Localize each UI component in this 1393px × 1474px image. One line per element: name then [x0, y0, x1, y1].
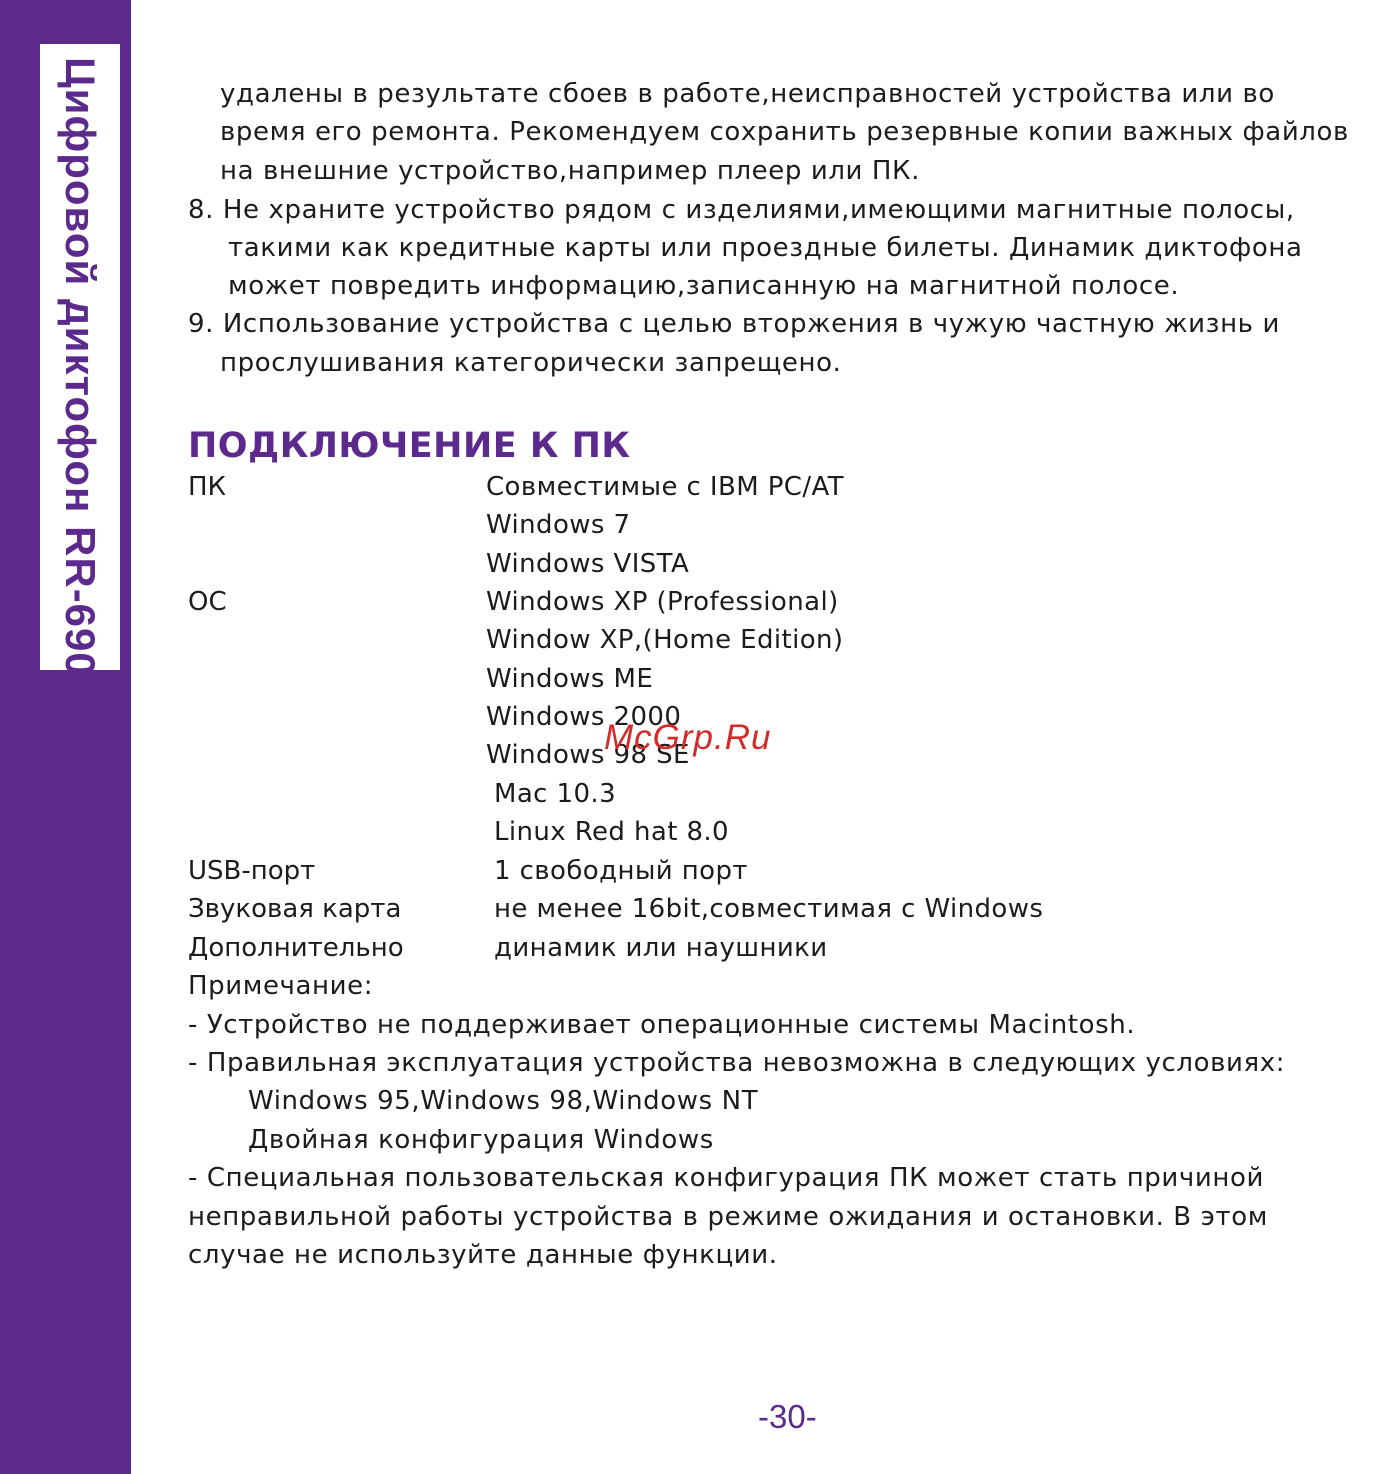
side-title: Цифровой диктофон RR-690 [57, 57, 104, 677]
note-line: Windows 95,Windows 98,Windows NT [248, 1086, 759, 1116]
os-value: Windows 2000 [486, 702, 682, 732]
intro-line: на внешние устройство,например плеер или ПК. [220, 156, 920, 186]
watermark: McGrp.Ru [604, 718, 772, 757]
list-item-9: 9. Использование устройства с целью вторжения в чужую частную жизнь и [188, 309, 1280, 339]
spec-label-pc: ПК [188, 472, 227, 502]
spec-value-extra: динамик или наушники [494, 933, 828, 963]
os-value: Mac 10.3 [494, 779, 617, 809]
os-value: Windows 98 SE [486, 740, 690, 770]
list-item-8: 8. Не храните устройство рядом с изделиями,имеющими магнитные полосы, [188, 195, 1295, 225]
side-bar [0, 0, 131, 1474]
os-value: Windows XP (Professional) [486, 587, 839, 617]
spec-label-sound: Звуковая карта [188, 894, 402, 924]
os-value: Linux Red hat 8.0 [494, 817, 729, 847]
os-value: Windows VISTA [486, 549, 690, 579]
spec-label-usb: USB-порт [188, 856, 316, 886]
list-item-8-line: такими как кредитные карты или проездные билеты. Динамик диктофона [228, 233, 1303, 263]
note-line: - Правильная эксплуатация устройства невозможна в следующих условиях: [188, 1048, 1286, 1078]
os-value: Window XP,(Home Edition) [486, 625, 844, 655]
spec-value-pc: Совместимые с IBM PC/AT [486, 472, 844, 502]
spec-label-os: ОС [188, 587, 227, 617]
list-item-8-line: может повредить информацию,записанную на магнитной полосе. [228, 271, 1180, 301]
section-heading: ПОДКЛЮЧЕНИЕ К ПК [188, 426, 631, 466]
intro-line: время его ремонта. Рекомендуем сохранить резервные копии важных файлов [220, 117, 1349, 147]
note-line: неправильной работы устройства в режиме ожидания и остановки. В этом [188, 1202, 1268, 1232]
note-line: Двойная конфигурация Windows [248, 1125, 714, 1155]
intro-line: удалены в результате сбоев в работе,неисправностей устройства или во [220, 79, 1275, 109]
spec-label-extra: Дополнительно [188, 933, 404, 963]
list-item-9-line: прослушивания категорически запрещено. [220, 348, 842, 378]
note-line: - Устройство не поддерживает операционные системы Macintosh. [188, 1010, 1136, 1040]
note-line: случае не используйте данные функции. [188, 1240, 778, 1270]
os-value: Windows ME [486, 664, 654, 694]
page-number: -30- [758, 1398, 817, 1435]
notes-title: Примечание: [188, 971, 374, 1001]
spec-value-usb: 1 свободный порт [494, 856, 748, 886]
note-line: - Специальная пользовательская конфигурация ПК может стать причиной [188, 1163, 1264, 1193]
spec-value-sound: не менее 16bit,совместимая с Windows [494, 894, 1044, 924]
os-value: Windows 7 [486, 510, 631, 540]
